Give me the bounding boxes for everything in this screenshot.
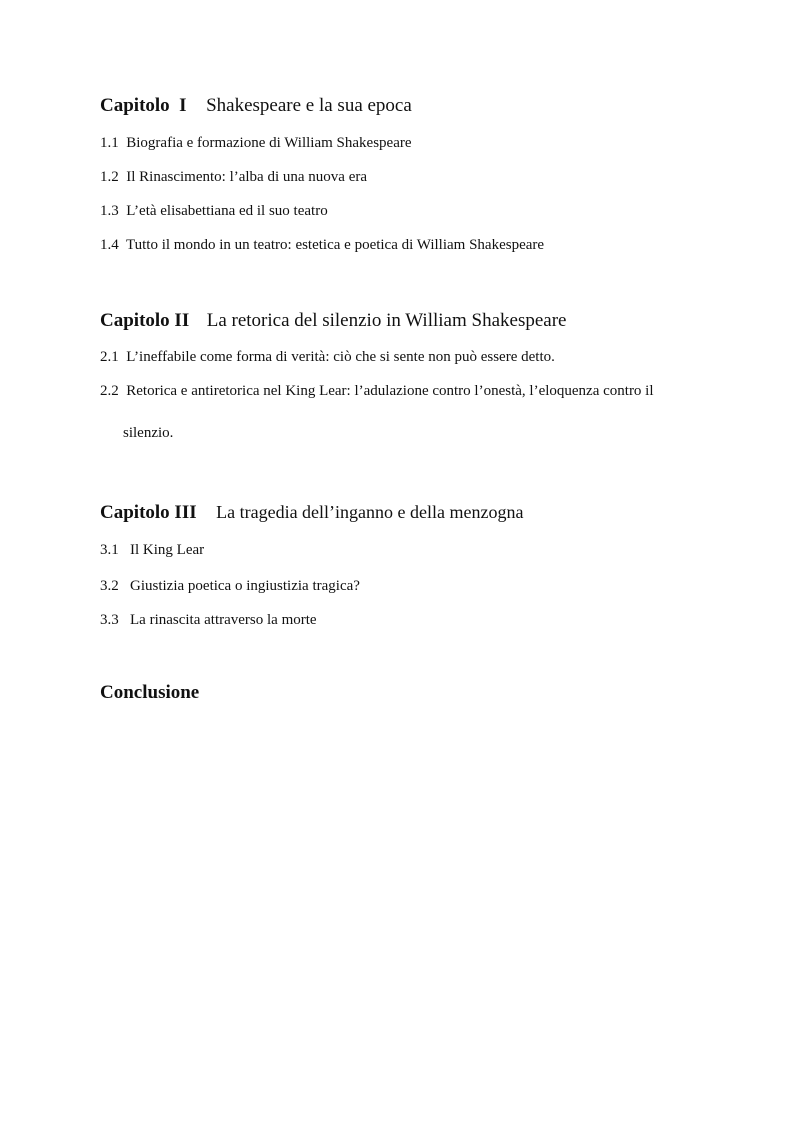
- chapter-2-heading: [100, 311, 566, 330]
- section-3-3: 3.3 La rinascita attraverso la morte: [100, 612, 317, 628]
- section-1-1: 1.1 Biografia e formazione di William Shakespeare: [100, 135, 412, 151]
- chapter-3-label: Capitolo III: [100, 502, 197, 523]
- section-3-1: 3.1 Il King Lear: [100, 542, 205, 558]
- chapter-1-label: Capitolo I: [100, 95, 187, 116]
- chapter-2-title: La retorica del silenzio in William Shakespeare: [206, 310, 567, 331]
- chapter-1-heading: [100, 96, 412, 115]
- section-3-2: 3.2 Giustizia poetica o ingiustizia tragica?: [100, 578, 360, 594]
- section-1-3: 1.3 L’età elisabettiana ed il suo teatro: [100, 203, 328, 219]
- conclusion-heading: Conclusione: [100, 682, 200, 703]
- chapter-3-title: La tragedia dell’inganno e della menzogna: [216, 502, 524, 522]
- chapter-3-heading: [100, 503, 523, 522]
- chapter-2-label: Capitolo II: [100, 310, 190, 331]
- section-1-4: 1.4 Tutto il mondo in un teatro: estetica e poetica di William Shakespeare: [100, 237, 545, 253]
- chapter-1-title: Shakespeare e la sua epoca: [206, 95, 412, 116]
- section-2-2-continuation: silenzio.: [123, 425, 174, 441]
- section-2-2: 2.2 Retorica e antiretorica nel King Lear: l’adulazione contro l’onestà, l’eloquenza contro il: [100, 383, 654, 399]
- section-1-2: 1.2 Il Rinascimento: l’alba di una nuova era: [100, 169, 368, 185]
- section-2-1: 2.1 L’ineffabile come forma di verità: ciò che si sente non può essere detto.: [100, 349, 555, 365]
